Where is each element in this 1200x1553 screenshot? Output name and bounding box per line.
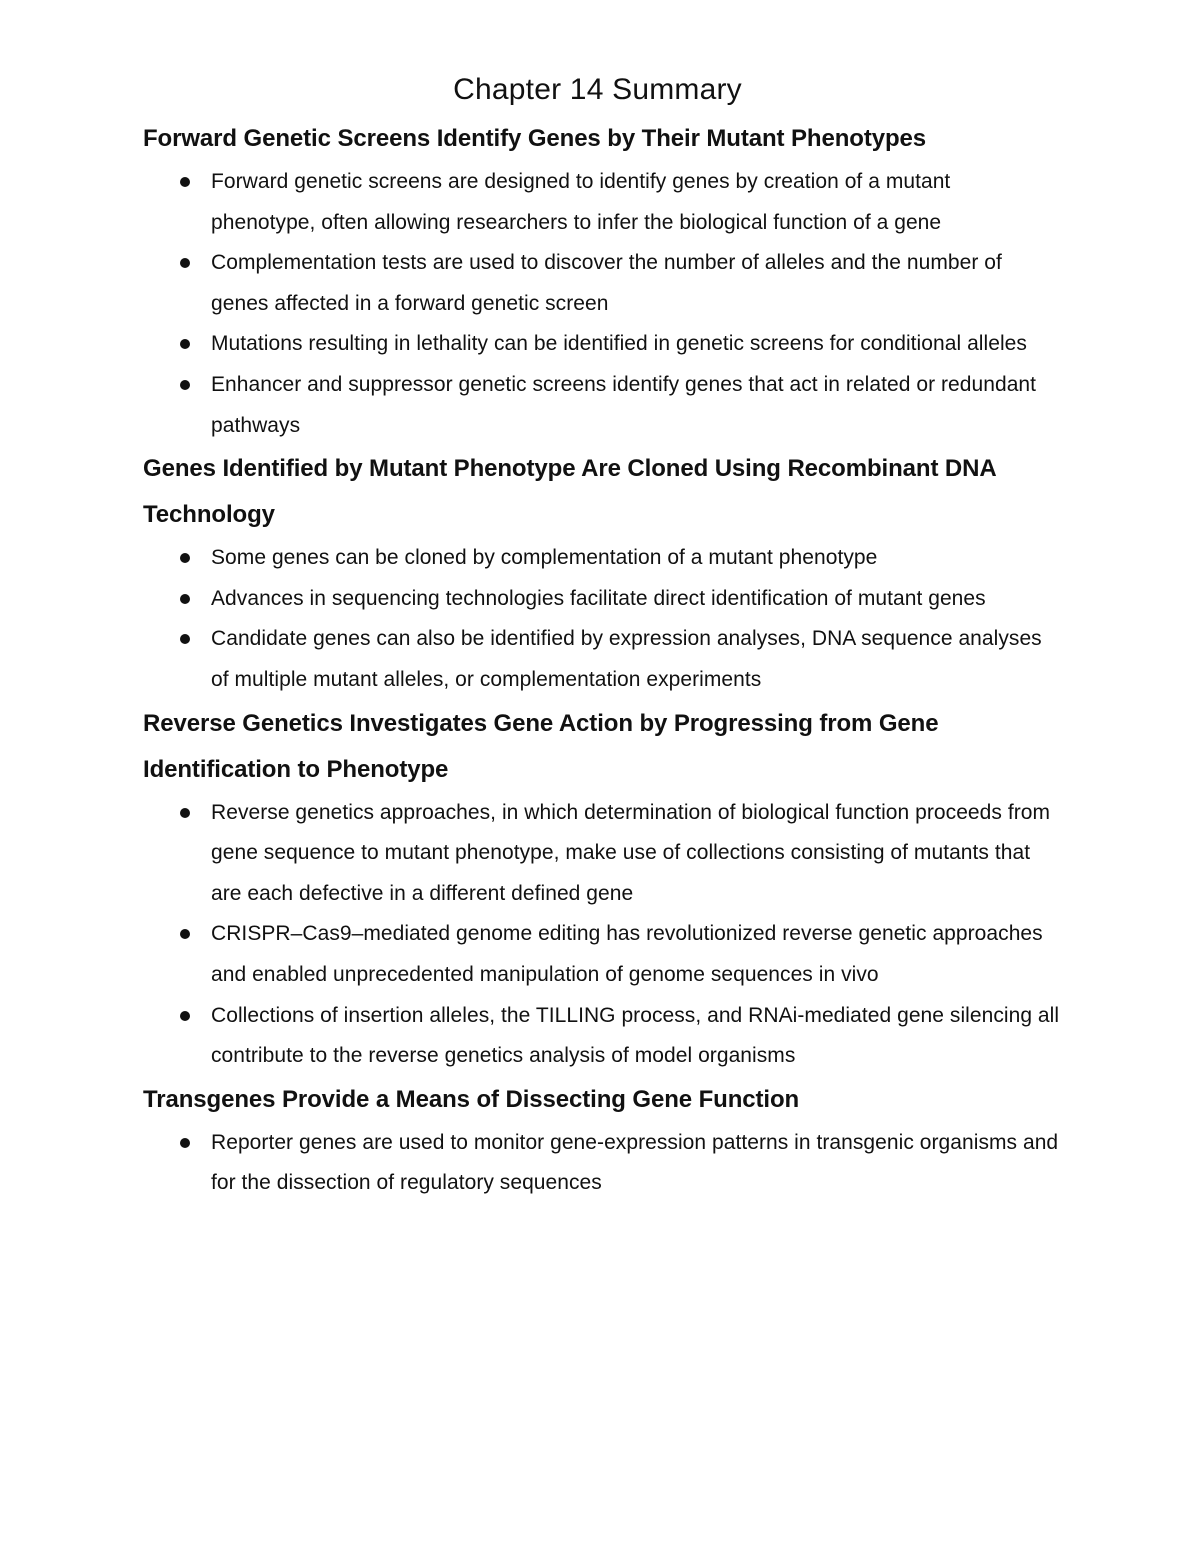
bullet-icon: [180, 339, 190, 349]
list-item: [143, 365, 1060, 446]
bullet-list: [143, 538, 1060, 700]
list-item-text: CRISPR–Cas9–mediated genome editing has revolutionized reverse genetic approaches and enabled unprecedented manipulation of genome sequences in vivo: [211, 922, 1043, 986]
list-item: [143, 1123, 1060, 1204]
section-transgenes: [143, 1077, 1060, 1204]
list-item: [143, 579, 1060, 620]
list-item-text: Reporter genes are used to monitor gene-expression patterns in transgenic organisms and for the dissection of regulatory sequences: [211, 1130, 1059, 1195]
bullet-list: [143, 1123, 1060, 1204]
list-item: [143, 996, 1060, 1077]
list-item: [143, 914, 1060, 995]
bullet-icon: [180, 808, 190, 818]
list-item: [143, 793, 1060, 915]
list-item-text: Candidate genes can also be identified by expression analyses, DNA sequence analyses of multiple mutant alleles, or complementation experiments: [211, 627, 1042, 691]
bullet-icon: [180, 1138, 190, 1148]
bullet-icon: [180, 929, 190, 939]
bullet-icon: [180, 258, 190, 268]
list-item: [143, 619, 1060, 700]
list-item-text: Advances in sequencing technologies facilitate direct identification of mutant genes: [211, 586, 986, 610]
list-item: [143, 243, 1060, 324]
list-item-text: Collections of insertion alleles, the TILLING process, and RNAi-mediated gene silencing all contribute to the reverse genetics analysis of model organisms: [211, 1003, 1060, 1068]
list-item-text: Mutations resulting in lethality can be identified in genetic screens for conditional alleles: [211, 332, 1027, 356]
bullet-icon: [180, 177, 190, 187]
list-item: [143, 162, 1060, 243]
list-item: [143, 324, 1060, 365]
bullet-icon: [180, 634, 190, 644]
list-item-text: Reverse genetics approaches, in which determination of biological function proceeds from gene sequence to mutant phenotype, make use of collections consisting of mutants that are each defective in a different defined gene: [211, 800, 1051, 905]
section-reverse-genetics: [143, 701, 1060, 1077]
section-heading: Forward Genetic Screens Identify Genes by Their Mutant Phenotypes: [143, 125, 927, 152]
list-item-text: Complementation tests are used to discover the number of alleles and the number of genes affected in a forward genetic screen: [211, 251, 1002, 315]
section-heading: Genes Identified by Mutant Phenotype Are Cloned Using Recombinant DNA Technology: [143, 455, 996, 529]
list-item-text: Some genes can be cloned by complementation of a mutant phenotype: [211, 546, 878, 570]
bullet-list: [143, 793, 1060, 1077]
section-heading: Reverse Genetics Investigates Gene Action by Progressing from Gene Identification to Phenotype: [143, 709, 939, 783]
bullet-list: [143, 162, 1060, 446]
bullet-icon: [180, 553, 190, 563]
document-title: Chapter 14 Summary: [453, 73, 742, 106]
section-cloning-recombinant-dna: [143, 446, 1060, 700]
list-item: [143, 538, 1060, 579]
list-item-text: Enhancer and suppressor genetic screens identify genes that act in related or redundant pathways: [211, 372, 1037, 437]
bullet-icon: [180, 594, 190, 604]
list-item-text: Forward genetic screens are designed to identify genes by creation of a mutant phenotype, often allowing researchers to infer the biological function of a gene: [211, 170, 951, 234]
section-forward-genetic-screens: [143, 116, 1060, 446]
bullet-icon: [180, 380, 190, 390]
bullet-icon: [180, 1011, 190, 1021]
section-heading: Transgenes Provide a Means of Dissecting Gene Function: [143, 1085, 800, 1113]
